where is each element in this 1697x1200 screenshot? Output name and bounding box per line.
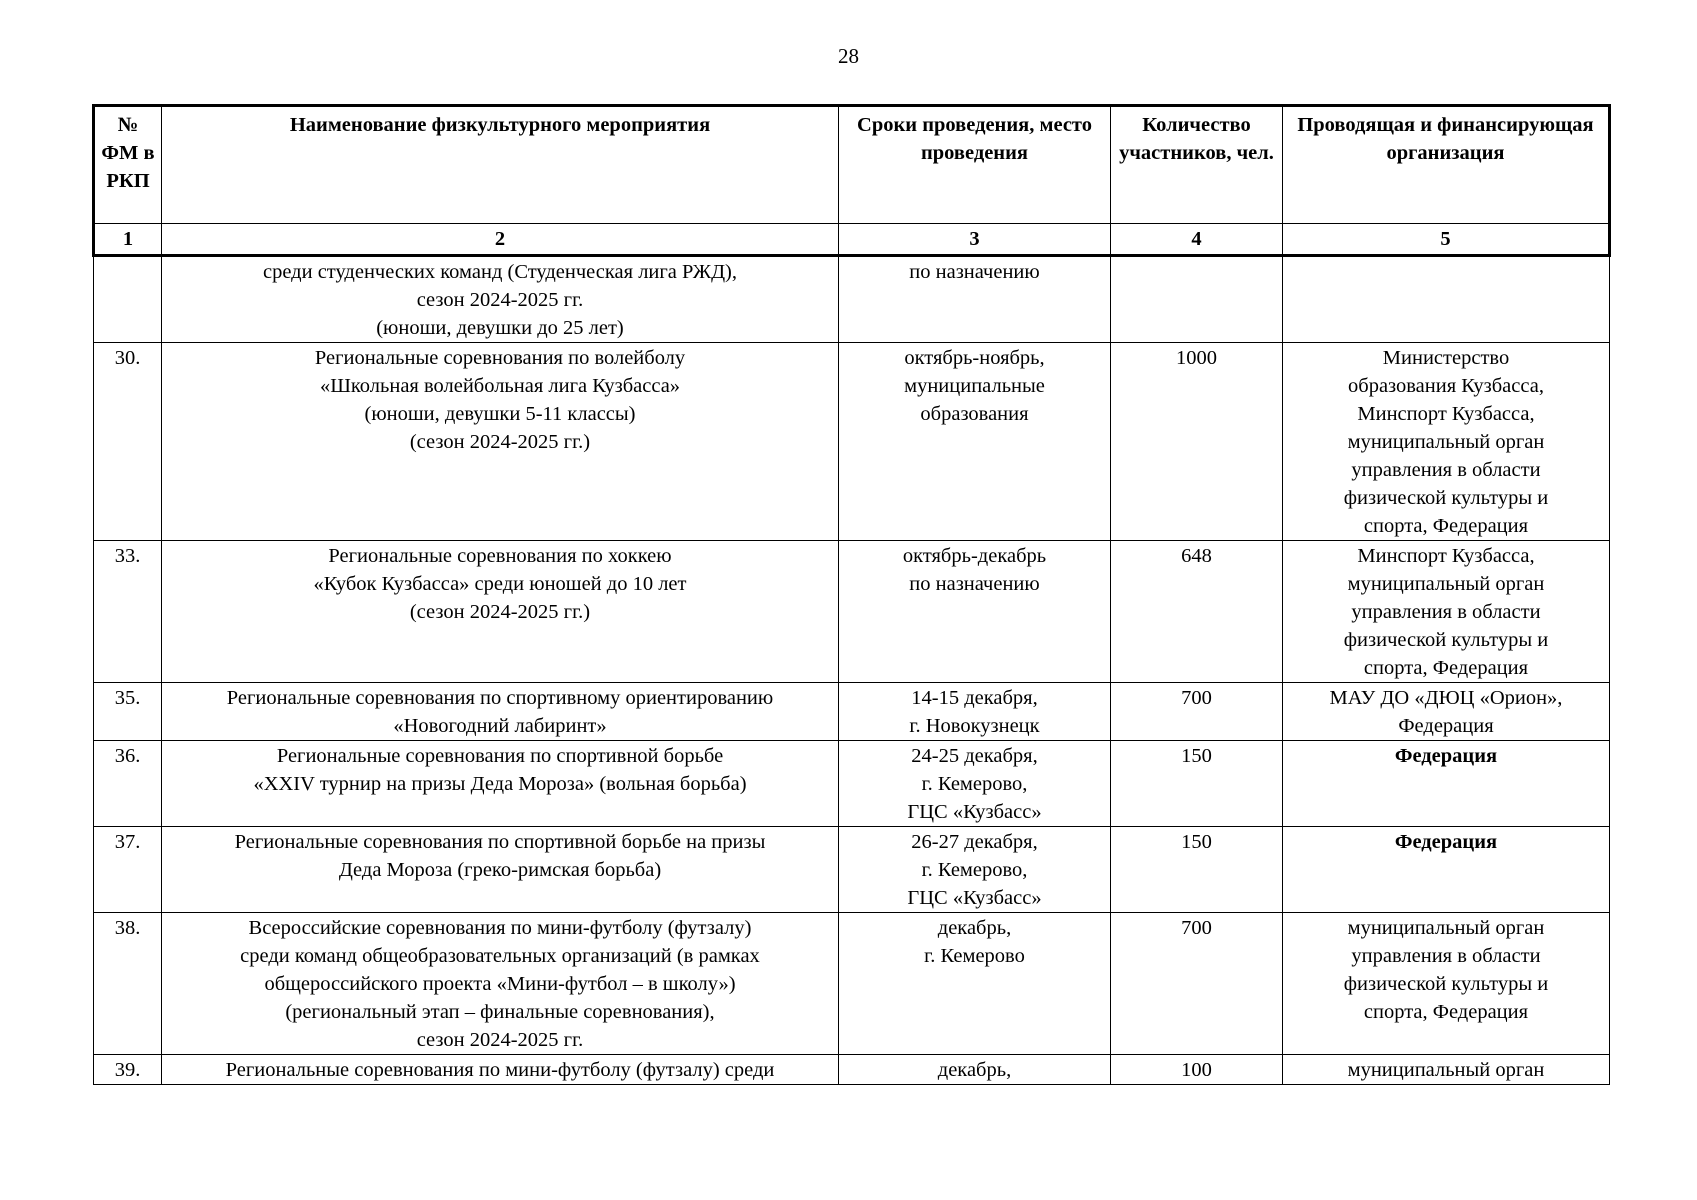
table-row [94, 256, 1610, 343]
table-row [94, 913, 1610, 1055]
event-dates: октябрь-ноябрь, муниципальные образования [839, 343, 1111, 541]
event-participants: 150 [1111, 827, 1283, 913]
column-number-row [94, 224, 1610, 256]
event-number: 39. [94, 1055, 162, 1085]
header-event-name: Наименование физкультурного мероприятия [162, 106, 839, 224]
event-number: 36. [94, 741, 162, 827]
event-organization [1283, 256, 1610, 343]
event-participants: 648 [1111, 541, 1283, 683]
event-number [94, 256, 162, 343]
event-participants [1111, 256, 1283, 343]
event-organization: Министерство образования Кузбасса, Минспорт Кузбасса, муниципальный орган управления в области физической культуры и спорта, Федерация [1283, 343, 1610, 541]
event-dates: декабрь, [839, 1055, 1111, 1085]
event-number: 33. [94, 541, 162, 683]
event-number: 30. [94, 343, 162, 541]
table-header-row [94, 106, 1610, 224]
event-dates: 26-27 декабря, г. Кемерово, ГЦС «Кузбасс» [839, 827, 1111, 913]
event-organization: муниципальный орган управления в области физической культуры и спорта, Федерация [1283, 913, 1610, 1055]
event-organization: муниципальный орган [1283, 1055, 1610, 1085]
column-number: 4 [1111, 224, 1283, 256]
event-dates: по назначению [839, 256, 1111, 343]
table-row [94, 741, 1610, 827]
event-number: 35. [94, 683, 162, 741]
event-organization: МАУ ДО «ДЮЦ «Орион», Федерация [1283, 683, 1610, 741]
header-organization: Проводящая и финансирующая организация [1283, 106, 1610, 224]
page-number: 28 [838, 44, 859, 68]
event-name: Региональные соревнования по спортивной борьбе на призы Деда Мороза (греко-римская борьба) [162, 827, 839, 913]
header-number: № ФМ в РКП [94, 106, 162, 224]
column-number: 5 [1283, 224, 1610, 256]
event-participants: 1000 [1111, 343, 1283, 541]
event-name: Региональные соревнования по волейболу «Школьная волейбольная лига Кузбасса» (юноши, девушки 5-11 классы) (сезон 2024-2025 гг.) [162, 343, 839, 541]
table-row [94, 1055, 1610, 1085]
event-dates: 24-25 декабря, г. Кемерово, ГЦС «Кузбасс» [839, 741, 1111, 827]
event-participants: 700 [1111, 683, 1283, 741]
event-dates: декабрь, г. Кемерово [839, 913, 1111, 1055]
header-participants: Количество участников, чел. [1111, 106, 1283, 224]
event-name: Всероссийские соревнования по мини-футболу (футзалу) среди команд общеобразовательных организаций (в рамках общероссийского проекта «Мини-футбол – в школу») (региональный этап – финальные соревнования), сезон 2024-2025 гг. [162, 913, 839, 1055]
event-participants: 150 [1111, 741, 1283, 827]
event-participants: 700 [1111, 913, 1283, 1055]
event-name: Региональные соревнования по спортивному ориентированию «Новогодний лабиринт» [162, 683, 839, 741]
table-row [94, 541, 1610, 683]
event-number: 38. [94, 913, 162, 1055]
event-organization: Федерация [1283, 741, 1610, 827]
column-number: 1 [94, 224, 162, 256]
event-organization: Федерация [1283, 827, 1610, 913]
event-name: Региональные соревнования по мини-футболу (футзалу) среди [162, 1055, 839, 1085]
column-number: 3 [839, 224, 1111, 256]
event-participants: 100 [1111, 1055, 1283, 1085]
event-name: среди студенческих команд (Студенческая лига РЖД), сезон 2024-2025 гг. (юноши, девушки до 25 лет) [162, 256, 839, 343]
table-row [94, 827, 1610, 913]
table-row [94, 343, 1610, 541]
header-dates-place: Сроки проведения, место проведения [839, 106, 1111, 224]
event-organization: Минспорт Кузбасса, муниципальный орган управления в области физической культуры и спорта, Федерация [1283, 541, 1610, 683]
event-name: Региональные соревнования по хоккею «Кубок Кузбасса» среди юношей до 10 лет (сезон 2024-2025 гг.) [162, 541, 839, 683]
column-number: 2 [162, 224, 839, 256]
table-row [94, 683, 1610, 741]
events-table [92, 104, 1611, 1085]
event-name: Региональные соревнования по спортивной борьбе «XXIV турнир на призы Деда Мороза» (вольная борьба) [162, 741, 839, 827]
event-dates: 14-15 декабря, г. Новокузнецк [839, 683, 1111, 741]
event-dates: октябрь-декабрь по назначению [839, 541, 1111, 683]
event-number: 37. [94, 827, 162, 913]
